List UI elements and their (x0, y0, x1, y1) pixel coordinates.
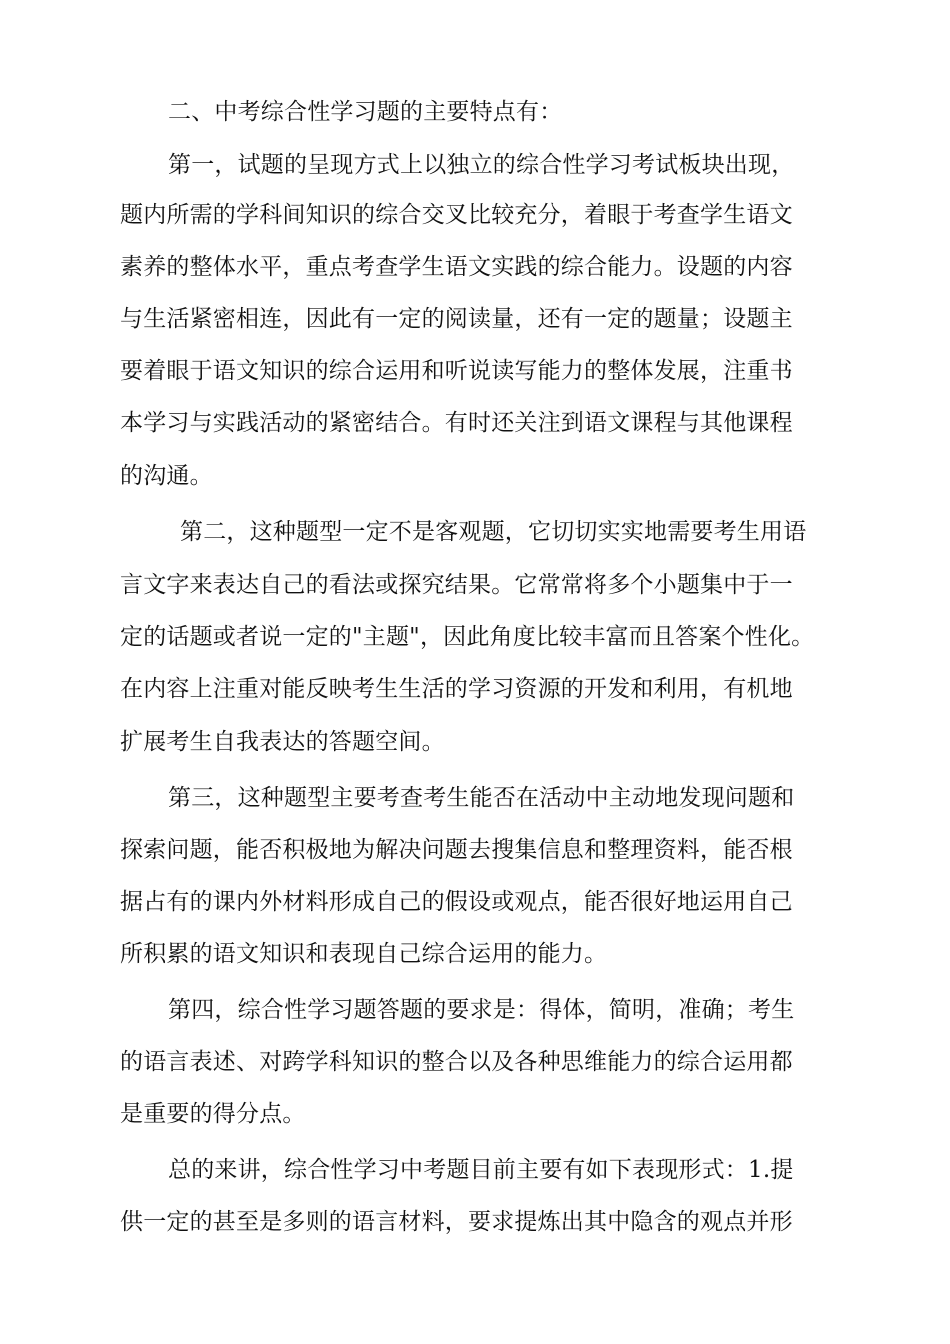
paragraph-line: 第一，试题的呈现方式上以独立的综合性学习考试板块出现， (168, 152, 795, 178)
paragraph-line: 总的来讲，综合性学习中考题目前主要有如下表现形式：1.提 (168, 1157, 794, 1183)
paragraph-line: 的语言表述、对跨学科知识的整合以及各种思维能力的综合运用都 (120, 1049, 793, 1075)
paragraph-line: 是重要的得分点。 (120, 1101, 306, 1127)
paragraph-line: 素养的整体水平，重点考查学生语文实践的综合能力。设题的内容 (120, 254, 793, 280)
paragraph-line: 第三，这种题型主要考查考生能否在活动中主动地发现问题和 (168, 785, 795, 811)
paragraph-line: 第四，综合性学习题答题的要求是：得体，简明，准确；考生 (168, 997, 795, 1023)
paragraph-line: 所积累的语文知识和表现自己综合运用的能力。 (120, 941, 608, 967)
paragraph-line: 题内所需的学科间知识的综合交叉比较充分，着眼于考查学生语文 (120, 202, 793, 228)
paragraph-line: 供一定的甚至是多则的语言材料，要求提炼出其中隐含的观点并形 (120, 1209, 793, 1235)
paragraph-line: 在内容上注重对能反映考生生活的学习资源的开发和利用，有机地 (120, 676, 793, 702)
paragraph-line: 要着眼于语文知识的综合运用和听说读写能力的整体发展，注重书 (120, 358, 793, 384)
paragraph-line: 的沟通。 (120, 463, 213, 489)
paragraph-line: 第二，这种题型一定不是客观题，它切切实实地需要考生用语 (180, 519, 807, 545)
paragraph-line: 本学习与实践活动的紧密结合。有时还关注到语文课程与其他课程 (120, 410, 793, 436)
paragraph-line: 扩展考生自我表达的答题空间。 (120, 729, 445, 755)
paragraph-line: 与生活紧密相连，因此有一定的阅读量，还有一定的题量；设题主 (120, 306, 793, 332)
paragraph-line: 据占有的课内外材料形成自己的假设或观点，能否很好地运用自己 (120, 889, 793, 915)
paragraph-line: 言文字来表达自己的看法或探究结果。它常常将多个小题集中于一 (120, 572, 793, 598)
paragraph-line: 探索问题，能否积极地为解决问题去搜集信息和整理资料，能否根 (120, 837, 793, 863)
paragraph-line: 定的话题或者说一定的"主题"，因此角度比较丰富而且答案个性化。 (120, 624, 815, 650)
section-heading: 二、中考综合性学习题的主要特点有： (168, 99, 563, 125)
